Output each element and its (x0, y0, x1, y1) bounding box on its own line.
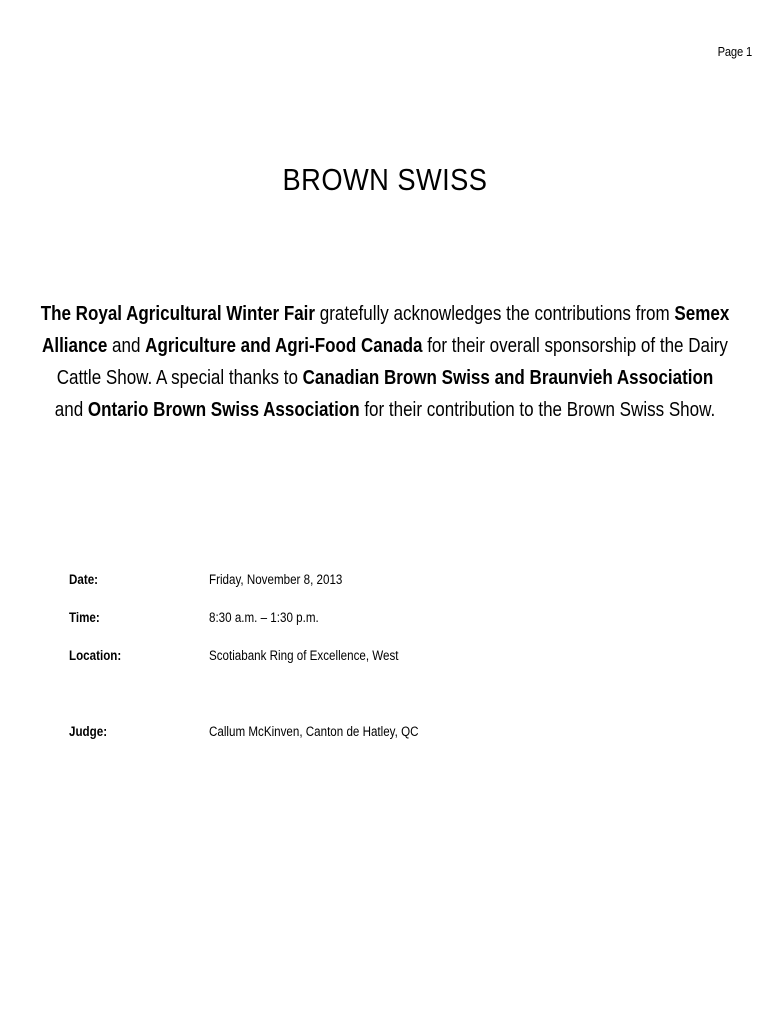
ack-text-4: and (54, 398, 88, 421)
fair-name: The Royal Agricultural Winter Fair (40, 302, 316, 325)
page-number: Page 1 (717, 44, 752, 59)
ack-text-2: and (107, 334, 146, 357)
ack-text-1: gratefully acknowledges the contributions from (315, 302, 675, 325)
sponsor-canadian-brown-swiss: Canadian Brown Swiss and Braunvieh Association (302, 366, 714, 389)
sponsor-semex: Semex Alliance (42, 302, 730, 357)
detail-row-date (0, 572, 770, 592)
time-value: 8:30 a.m. – 1:30 p.m. (209, 610, 319, 625)
date-label: Date: (69, 572, 99, 587)
time-label: Time: (69, 610, 100, 625)
acknowledgement-paragraph (41, 298, 730, 426)
detail-row-judge (0, 724, 770, 744)
sponsor-ontario-brown-swiss: Ontario Brown Swiss Association (87, 398, 360, 421)
location-value: Scotiabank Ring of Excellence, West (209, 648, 399, 663)
date-value: Friday, November 8, 2013 (209, 572, 343, 587)
ack-text-5: for their contribution to the Brown Swiss Show. (359, 398, 716, 421)
judge-value: Callum McKinven, Canton de Hatley, QC (209, 724, 419, 739)
location-label: Location: (69, 648, 122, 663)
judge-label: Judge: (69, 724, 108, 739)
page-title: BROWN SWISS (282, 162, 488, 197)
detail-row-location (0, 648, 770, 668)
ack-text-3: for their overall sponsorship of the Dairy Cattle Show. A special thanks to (56, 334, 728, 389)
detail-row-time (0, 610, 770, 630)
sponsor-agri-food-canada: Agriculture and Agri-Food Canada (145, 334, 423, 357)
